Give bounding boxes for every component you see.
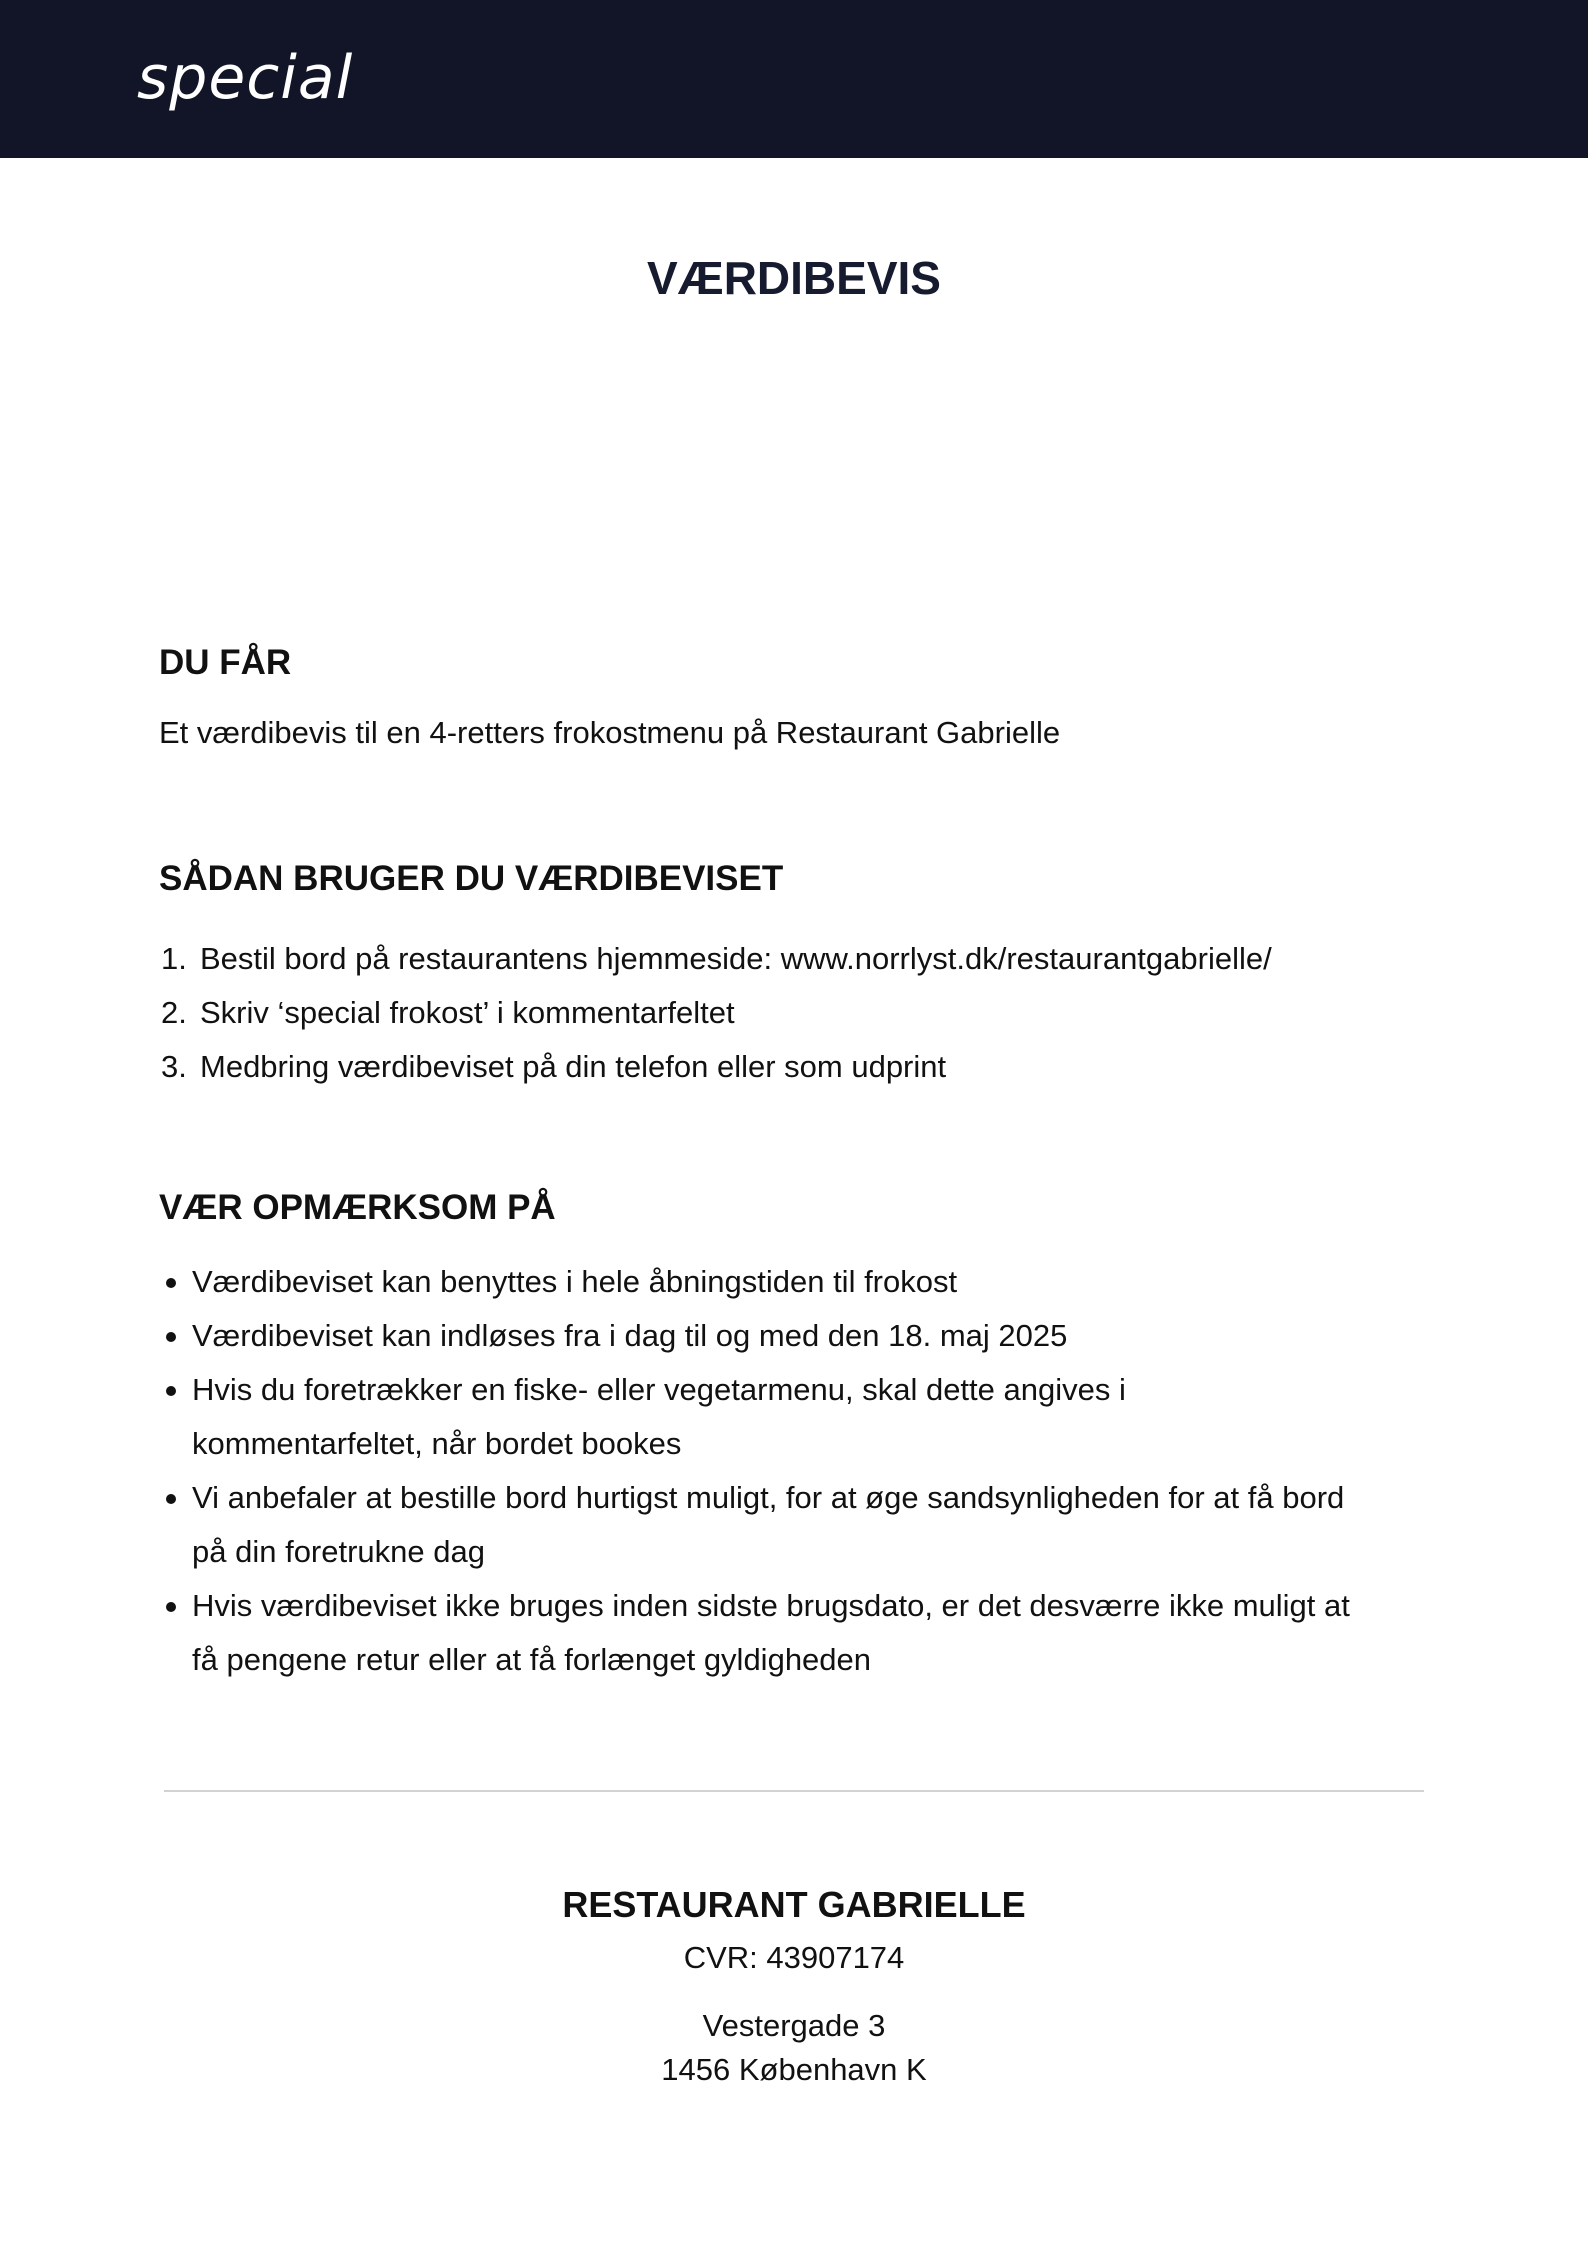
bullet-icon xyxy=(166,1386,176,1396)
divider xyxy=(164,1790,1424,1792)
step-text: Bestil bord på restaurantens hjemmeside: www.norrlyst.dk/restaurantgabrielle/ xyxy=(200,941,1272,976)
section-heading-note: VÆR OPMÆRKSOM PÅ xyxy=(159,1188,556,1227)
list-item xyxy=(159,1471,1359,1579)
bullet-icon xyxy=(166,1602,176,1612)
list-item xyxy=(159,1363,1359,1471)
header-bar xyxy=(0,0,1588,158)
section-heading-you-get: DU FÅR xyxy=(159,643,292,682)
bullet-icon xyxy=(166,1332,176,1342)
list-item xyxy=(159,1579,1359,1687)
address-street: Vestergade 3 xyxy=(702,2008,886,2043)
list-item xyxy=(159,1040,1459,1094)
note-text: Værdibeviset kan indløses fra i dag til og med den 18. maj 2025 xyxy=(192,1318,1068,1353)
bullet-icon xyxy=(166,1278,176,1288)
note-text: Vi anbefaler at bestille bord hurtigst muligt, for at øge sandsynligheden for at få bord på din foretrukne dag xyxy=(192,1480,1345,1569)
address-city: 1456 København K xyxy=(661,2052,927,2087)
restaurant-name: RESTAURANT GABRIELLE xyxy=(562,1884,1026,1925)
note-text: Værdibeviset kan benyttes i hele åbningstiden til frokost xyxy=(192,1264,958,1299)
section-heading-how-to: SÅDAN BRUGER DU VÆRDIBEVISET xyxy=(159,859,784,898)
step-text: Medbring værdibeviset på din telefon eller som udprint xyxy=(200,1049,947,1084)
note-text: Hvis værdibeviset ikke bruges inden sidste brugsdato, er det desværre ikke muligt at få pengene retur eller at få forlænget gyldigheden xyxy=(192,1588,1350,1677)
step-number: 3. xyxy=(161,1049,187,1084)
page-title: VÆRDIBEVIS xyxy=(647,252,941,304)
list-item xyxy=(159,986,1459,1040)
list-item xyxy=(159,932,1459,986)
how-to-steps xyxy=(159,932,1459,1094)
you-get-text: Et værdibevis til en 4-retters frokostmenu på Restaurant Gabrielle xyxy=(159,715,1061,750)
step-number: 2. xyxy=(161,995,187,1030)
note-text: Hvis du foretrækker en fiske- eller vegetarmenu, skal dette angives i kommentarfeltet, når bordet bookes xyxy=(192,1372,1126,1461)
note-list xyxy=(159,1255,1359,1687)
list-item xyxy=(159,1309,1359,1363)
step-text: Skriv ‘special frokost’ i kommentarfeltet xyxy=(200,995,735,1030)
bullet-icon xyxy=(166,1494,176,1504)
list-item xyxy=(159,1255,1359,1309)
cvr-number: CVR: 43907174 xyxy=(683,1940,905,1975)
step-number: 1. xyxy=(161,941,187,976)
brand-logo: special xyxy=(137,43,354,113)
